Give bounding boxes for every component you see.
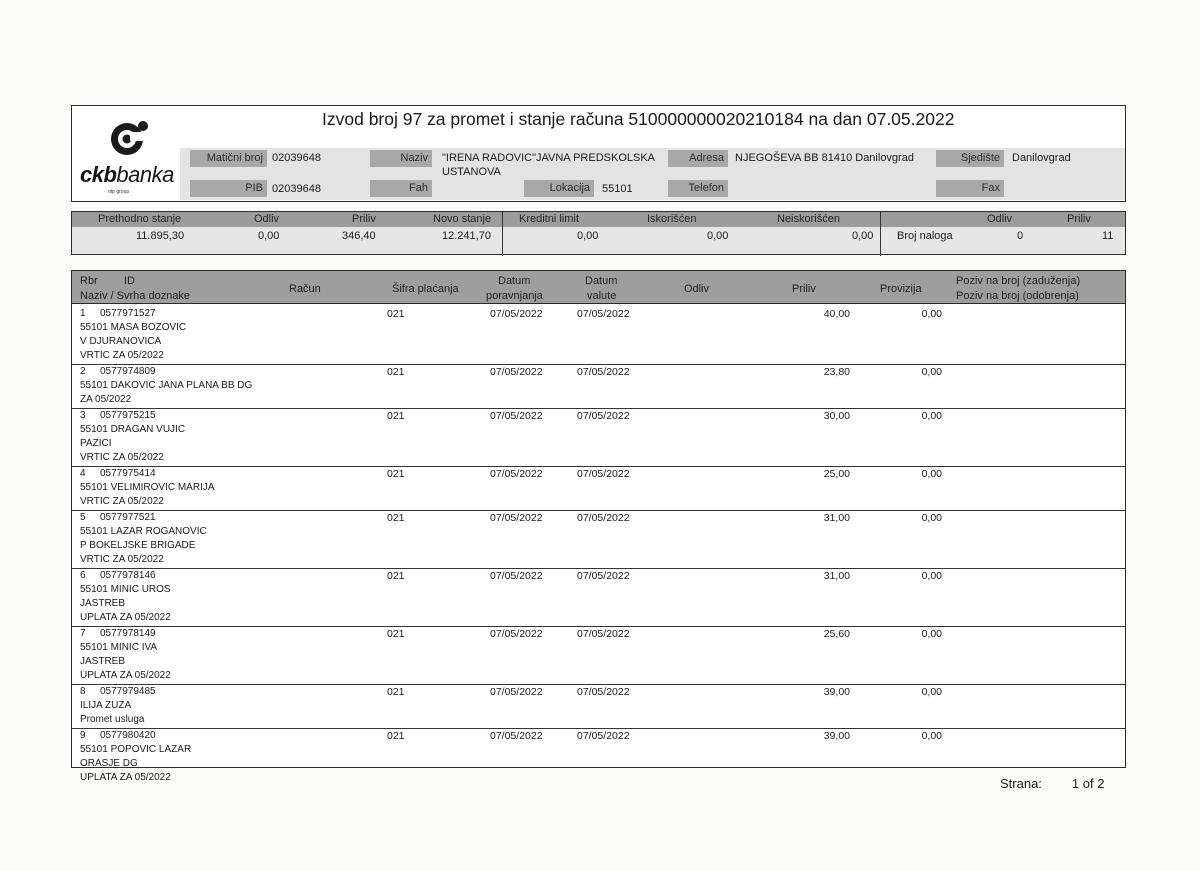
row-description-line: VRTIC ZA 05/2022 xyxy=(80,496,164,507)
row-rbr-id xyxy=(80,685,156,699)
row-description-line: P BOKELJSKE BRIGADE xyxy=(80,540,196,551)
pib-label: PIB xyxy=(190,180,267,197)
neiskorisceno-value: 0,00 xyxy=(852,230,874,242)
col-odliv: Odliv xyxy=(684,283,710,295)
row-description-line: UPLATA ZA 05/2022 xyxy=(80,670,171,681)
row-datum-valute: 07/05/2022 xyxy=(577,730,630,742)
row-separator xyxy=(72,684,1125,685)
row-description-line: UPLATA ZA 05/2022 xyxy=(80,612,171,623)
row-rbr: 6 xyxy=(80,570,86,581)
table-row xyxy=(72,626,1125,684)
row-datum-poravnanja: 07/05/2022 xyxy=(490,686,543,698)
row-priliv: 23,80 xyxy=(823,366,850,378)
row-priliv: 25,00 xyxy=(823,468,850,480)
telefon-label: Telefon xyxy=(668,180,728,197)
col-id: ID xyxy=(124,275,135,287)
table-header xyxy=(72,271,1125,304)
row-provizija: 0,00 xyxy=(921,570,942,582)
row-datum-valute: 07/05/2022 xyxy=(577,468,630,480)
table-row xyxy=(72,364,1125,408)
broj-naloga-label: Broj naloga xyxy=(897,230,953,242)
row-rbr: 8 xyxy=(80,686,86,697)
row-rbr: 3 xyxy=(80,410,86,421)
row-rbr-id xyxy=(80,307,156,321)
row-description-line: ORASJE DG xyxy=(80,758,138,769)
table-row xyxy=(72,306,1125,364)
row-provizija: 0,00 xyxy=(921,410,942,422)
row-rbr: 9 xyxy=(80,730,86,741)
statement-header xyxy=(71,105,1126,202)
row-description-line: UPLATA ZA 05/2022 xyxy=(80,772,171,783)
table-row xyxy=(72,510,1125,568)
naziv-label: Naziv xyxy=(370,150,432,167)
adresa-label: Adresa xyxy=(668,150,728,167)
priliv-label: Priliv xyxy=(352,213,376,225)
row-description-line: ILIJA ZUZA xyxy=(80,700,132,711)
table-row xyxy=(72,408,1125,466)
row-rbr-id xyxy=(80,511,156,525)
row-priliv: 25,60 xyxy=(823,628,850,640)
maticni-label: Matični broj xyxy=(190,150,267,167)
row-sifra: 021 xyxy=(387,468,405,480)
sjediste-value: Danilovgrad xyxy=(1012,152,1071,164)
table-row xyxy=(72,684,1125,728)
row-sifra: 021 xyxy=(387,512,405,524)
prethodno-label: Prethodno stanje xyxy=(98,213,182,225)
row-description-line: Promet usluga xyxy=(80,714,145,725)
lokacija-value: 55101 xyxy=(602,183,633,195)
row-id: 0577980420 xyxy=(100,730,156,741)
row-rbr: 5 xyxy=(80,512,86,523)
row-description-line: VRTIC ZA 05/2022 xyxy=(80,350,164,361)
row-provizija: 0,00 xyxy=(921,730,942,742)
sjediste-label: Sjedište xyxy=(936,150,1004,167)
row-separator xyxy=(72,510,1125,511)
summary-divider xyxy=(502,212,503,256)
table-row xyxy=(72,568,1125,626)
row-datum-poravnanja: 07/05/2022 xyxy=(490,366,543,378)
row-id: 0577978149 xyxy=(100,628,156,639)
row-rbr-id xyxy=(80,467,156,481)
summary-header-band xyxy=(72,212,1125,227)
col-provizija: Provizija xyxy=(880,283,922,295)
row-datum-valute: 07/05/2022 xyxy=(577,410,630,422)
kreditni-value: 0,00 xyxy=(577,230,599,242)
row-datum-poravnanja: 07/05/2022 xyxy=(490,730,543,742)
row-rbr-id xyxy=(80,729,156,743)
row-datum-poravnanja: 07/05/2022 xyxy=(490,628,543,640)
balance-summary xyxy=(71,211,1126,255)
naziv-value-line1: "IRENA RADOVIC"JAVNA PREDSKOLSKA xyxy=(442,152,656,164)
row-id: 0577971527 xyxy=(100,308,156,319)
row-datum-valute: 07/05/2022 xyxy=(577,366,630,378)
page-indicator: Strana: 1 of 2 xyxy=(1000,776,1105,791)
row-rbr: 7 xyxy=(80,628,86,639)
col-priliv: Priliv xyxy=(792,283,816,295)
novo-label: Novo stanje xyxy=(433,213,492,225)
col-datum-poravnanja-2: poravnjanja xyxy=(486,290,543,302)
row-separator xyxy=(72,364,1125,365)
row-rbr-id xyxy=(80,409,156,423)
row-sifra: 021 xyxy=(387,628,405,640)
row-description-line: PAZICI xyxy=(80,438,112,449)
row-sifra: 021 xyxy=(387,410,405,422)
row-separator xyxy=(72,568,1125,569)
row-provizija: 0,00 xyxy=(921,686,942,698)
row-id: 0577975215 xyxy=(100,410,156,421)
row-separator xyxy=(72,626,1125,627)
col-datum-valute: Datum xyxy=(585,275,618,287)
fax-label: Fax xyxy=(936,180,1004,197)
row-priliv: 31,00 xyxy=(823,570,850,582)
row-provizija: 0,00 xyxy=(921,512,942,524)
row-priliv: 39,00 xyxy=(823,730,850,742)
col-poziv-zaduzenja: Poziv na broj (zaduženja) xyxy=(956,275,1081,287)
novo-value: 12.241,70 xyxy=(442,230,491,242)
row-rbr-id xyxy=(80,627,156,641)
summary-divider xyxy=(880,212,881,256)
row-datum-valute: 07/05/2022 xyxy=(577,308,630,320)
table-row xyxy=(72,728,1125,786)
row-description-line: V DJURANOVICA xyxy=(80,336,162,347)
neiskorisceno-label: Neiskorišćen xyxy=(777,213,840,225)
bank-subtitle: otp group xyxy=(108,189,130,195)
row-id: 0577975414 xyxy=(100,468,156,479)
row-separator xyxy=(72,466,1125,467)
row-provizija: 0,00 xyxy=(921,628,942,640)
row-id: 0577978146 xyxy=(100,570,156,581)
row-provizija: 0,00 xyxy=(921,468,942,480)
bank-logo xyxy=(80,118,178,198)
row-sifra: 021 xyxy=(387,730,405,742)
row-datum-poravnanja: 07/05/2022 xyxy=(490,512,543,524)
col-rbr: Rbr xyxy=(80,275,98,287)
row-datum-valute: 07/05/2022 xyxy=(577,512,630,524)
prethodno-value: 11.895,30 xyxy=(136,230,185,242)
row-datum-valute: 07/05/2022 xyxy=(577,686,630,698)
row-id: 0577977521 xyxy=(100,512,156,523)
row-description-line: ZA 05/2022 xyxy=(80,394,132,405)
iskorisceno-value: 0,00 xyxy=(707,230,729,242)
row-description-line: 55101 DRAGAN VUJIC xyxy=(80,424,186,435)
row-datum-poravnanja: 07/05/2022 xyxy=(490,308,543,320)
naziv-value-line2: USTANOVA xyxy=(442,166,501,178)
row-datum-poravnanja: 07/05/2022 xyxy=(490,468,543,480)
row-priliv: 31,00 xyxy=(823,512,850,524)
row-description-line: 55101 MINIC UROS xyxy=(80,584,171,595)
row-description-line: 55101 DAKOVIC JANA PLANA BB DG xyxy=(80,380,253,391)
row-separator xyxy=(72,408,1125,409)
col-naziv: Naziv / Svrha doznake xyxy=(80,290,191,302)
row-priliv: 39,00 xyxy=(823,686,850,698)
adresa-value: NJEGOŠEVA BB 81410 Danilovgrad xyxy=(735,152,914,164)
row-datum-poravnanja: 07/05/2022 xyxy=(490,570,543,582)
row-sifra: 021 xyxy=(387,366,405,378)
col-datum-poravnanja: Datum xyxy=(498,275,531,287)
row-rbr-id xyxy=(80,365,156,379)
odliv-value: 0,00 xyxy=(258,230,280,242)
row-description-line: VRTIC ZA 05/2022 xyxy=(80,554,164,565)
pib-value: 02039648 xyxy=(272,183,321,195)
row-rbr: 4 xyxy=(80,468,86,479)
row-description-line: JASTREB xyxy=(80,656,126,667)
fah-label: Fah xyxy=(370,180,432,197)
iskorisceno-label: Iskorišćen xyxy=(647,213,697,225)
row-priliv: 30,00 xyxy=(823,410,850,422)
col-datum-valute-2: valute xyxy=(587,290,617,302)
transactions-table xyxy=(71,270,1126,783)
row-sifra: 021 xyxy=(387,570,405,582)
row-datum-valute: 07/05/2022 xyxy=(577,628,630,640)
row-id: 0577979485 xyxy=(100,686,156,697)
row-description-line: VRTIC ZA 05/2022 xyxy=(80,452,164,463)
row-description-line: JASTREB xyxy=(80,598,126,609)
nalog-priliv-value: 11 xyxy=(1102,230,1114,242)
col-racun: Račun xyxy=(289,283,321,295)
row-id: 0577974809 xyxy=(100,366,156,377)
row-separator xyxy=(72,728,1125,729)
row-description-line: 55101 MINIC IVA xyxy=(80,642,158,653)
nalog-odliv-value: 0 xyxy=(1017,230,1024,242)
row-description-line: 55101 POPOVIC LAZAR xyxy=(80,744,192,755)
nalog-priliv-label: Priliv xyxy=(1067,213,1091,225)
col-sifra: Šifra plaćanja xyxy=(392,283,459,295)
bank-name: ckbbanka xyxy=(80,162,174,187)
row-description-line: 55101 MASA BOZOVIC xyxy=(80,322,187,333)
statement-title: Izvod broj 97 za promet i stanje računa 510000000020210184 na dan 07.05.2022 xyxy=(322,109,955,129)
row-description-line: 55101 LAZAR ROGANOVIC xyxy=(80,526,207,537)
ckb-logo-icon xyxy=(108,118,150,158)
kreditni-label: Kreditni limit xyxy=(519,213,579,225)
odliv-label: Odliv xyxy=(254,213,280,225)
row-rbr: 2 xyxy=(80,366,86,377)
row-priliv: 40,00 xyxy=(823,308,850,320)
lokacija-label: Lokacija xyxy=(524,180,594,197)
col-poziv-odobrenja: Poziv na broj (odobrenja) xyxy=(956,290,1079,302)
row-rbr: 1 xyxy=(80,308,86,319)
row-datum-poravnanja: 07/05/2022 xyxy=(490,410,543,422)
row-sifra: 021 xyxy=(387,686,405,698)
table-row xyxy=(72,466,1125,510)
row-rbr-id xyxy=(80,569,156,583)
row-sifra: 021 xyxy=(387,308,405,320)
row-provizija: 0,00 xyxy=(921,308,942,320)
maticni-value: 02039648 xyxy=(272,152,321,164)
row-provizija: 0,00 xyxy=(921,366,942,378)
nalog-odliv-label: Odliv xyxy=(987,213,1013,225)
row-datum-valute: 07/05/2022 xyxy=(577,570,630,582)
priliv-value: 346,40 xyxy=(342,230,376,242)
row-description-line: 55101 VELIMIROVIC MARIJA xyxy=(80,482,215,493)
